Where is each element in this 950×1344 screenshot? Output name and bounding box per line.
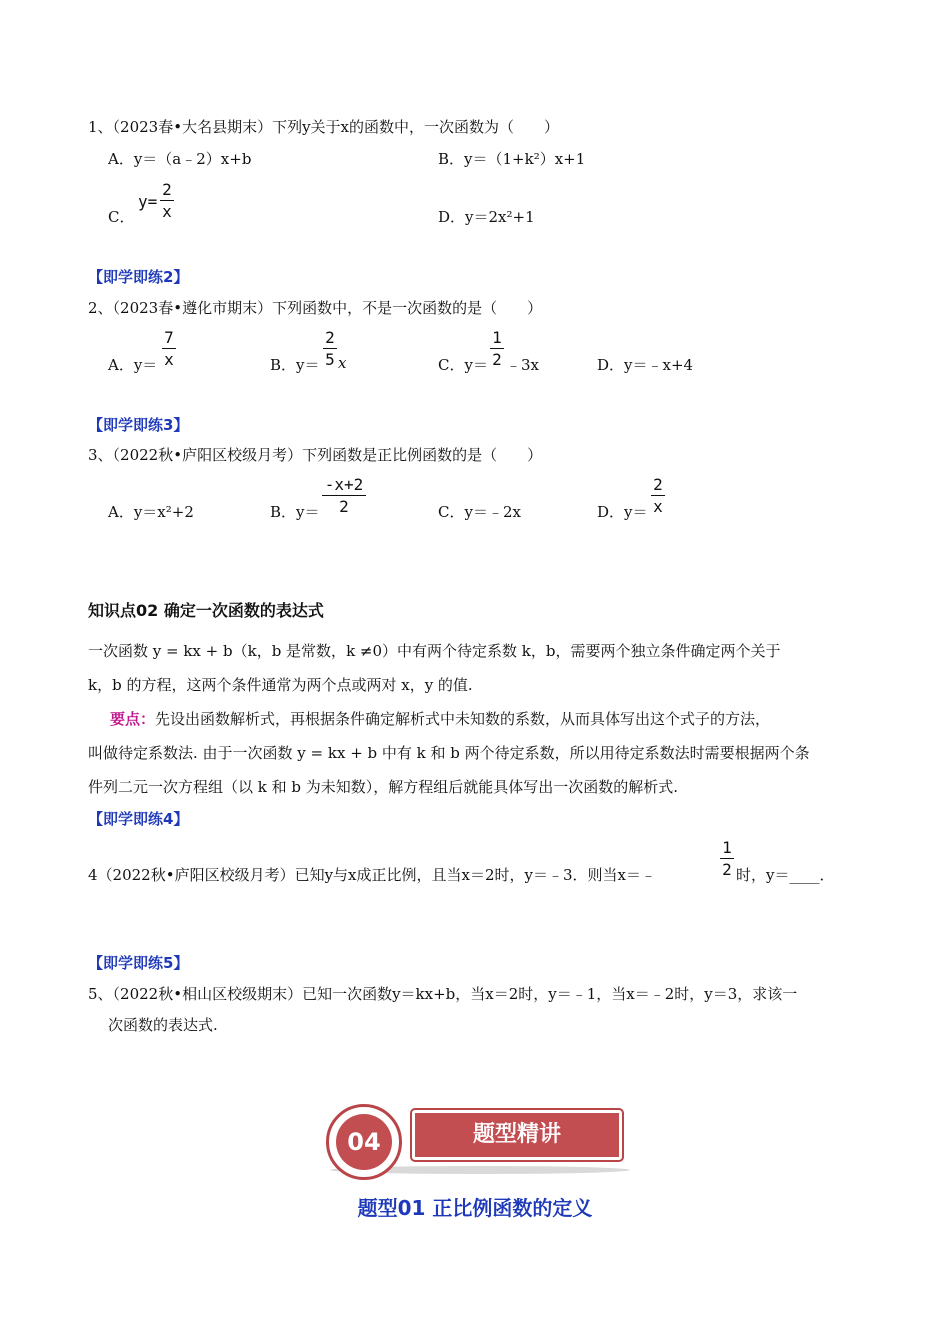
question-2-option-b-fraction bbox=[323, 328, 337, 369]
fraction-bar bbox=[323, 348, 337, 349]
question-1-option-c-fraction bbox=[160, 180, 174, 221]
fraction-denominator: 5 bbox=[325, 350, 335, 369]
question-2-option-b-var: x bbox=[338, 354, 347, 372]
fraction-denominator: 2 bbox=[722, 860, 732, 879]
fraction-numerator: 2 bbox=[653, 475, 663, 494]
question-2-option-c-fraction bbox=[490, 328, 504, 369]
fraction-numerator: 2 bbox=[162, 180, 172, 199]
fraction-numerator: 7 bbox=[164, 328, 174, 347]
fraction-bar bbox=[490, 348, 504, 349]
fraction-denominator: x bbox=[653, 497, 663, 516]
fraction-denominator: x bbox=[164, 350, 174, 369]
fraction-bar bbox=[322, 495, 366, 496]
fraction-denominator: 2 bbox=[492, 350, 502, 369]
question-3-option-c: C．y＝﹣2x bbox=[438, 503, 521, 521]
question-2-option-d: D．y＝﹣x+4 bbox=[597, 356, 694, 374]
question-4-fraction bbox=[720, 838, 734, 879]
fraction-bar bbox=[651, 495, 665, 496]
question-3-option-b-fraction bbox=[322, 475, 366, 516]
question-3-option-d-fraction bbox=[651, 475, 665, 516]
question-1-option-a: A．y＝（a﹣2）x+b bbox=[108, 150, 252, 168]
fraction-bar bbox=[160, 200, 174, 201]
type-title: 题型01 正比例函数的定义 bbox=[357, 1196, 593, 1220]
knowledge-point-line-3: 先设出函数解析式，再根据条件确定解析式中未知数的系数，从而具体写出这个式子的方法， bbox=[155, 710, 771, 728]
keypoint-label: 要点： bbox=[110, 710, 156, 728]
fraction-denominator: 2 bbox=[339, 497, 349, 516]
question-1-option-c-expr: y= bbox=[138, 192, 158, 211]
fraction-numerator: 1 bbox=[722, 838, 732, 857]
question-2-option-a-label: A．y＝ bbox=[108, 356, 158, 374]
knowledge-point-line-1: 一次函数 y = kx + b（k，b 是常数，k ≠0）中有两个待定系数 k，b，需要两个独立条件确定两个关于 bbox=[88, 642, 781, 660]
knowledge-point-line-2: k，b 的方程，这两个条件通常为两个点或两对 x，y 的值. bbox=[88, 676, 473, 694]
question-4-stem-after: 时，y＝____． bbox=[736, 866, 835, 884]
fraction-denominator: x bbox=[162, 202, 172, 221]
question-5-line-2: 次函数的表达式. bbox=[108, 1016, 218, 1034]
practice-tag-4: 【即学即练4】 bbox=[88, 810, 189, 828]
fraction-numerator: 1 bbox=[492, 328, 502, 347]
question-2-option-a-fraction bbox=[162, 328, 176, 369]
question-2-option-c-rest: ﹣3x bbox=[506, 356, 540, 374]
practice-tag-3: 【即学即练3】 bbox=[88, 416, 189, 434]
practice-tag-5: 【即学即练5】 bbox=[88, 954, 189, 972]
question-1-stem: 1、（2023春•大名县期末）下列y关于x的函数中，一次函数为（ ） bbox=[88, 118, 560, 136]
knowledge-point-title: 知识点02 确定一次函数的表达式 bbox=[88, 601, 324, 620]
question-1-option-d: D．y＝2x²+1 bbox=[438, 208, 535, 226]
question-2-option-c-label: C．y＝ bbox=[438, 356, 488, 374]
fraction-bar bbox=[720, 858, 734, 859]
question-1-option-c-label: C． bbox=[108, 208, 135, 226]
section-badge-label: 题型精讲 bbox=[412, 1110, 622, 1160]
question-3-option-a: A．y＝x²+2 bbox=[108, 503, 194, 521]
fraction-bar bbox=[162, 348, 176, 349]
question-2-stem: 2、（2023春•遵化市期末）下列函数中，不是一次函数的是（ ） bbox=[88, 299, 543, 317]
section-badge-number: 04 bbox=[336, 1114, 392, 1170]
knowledge-point-line-4: 叫做待定系数法. 由于一次函数 y = kx + b 中有 k 和 b 两个待定系数，所以用待定系数法时需要根据两个条 bbox=[88, 744, 810, 762]
question-3-option-d-label: D．y＝ bbox=[597, 503, 648, 521]
practice-tag-2: 【即学即练2】 bbox=[88, 268, 189, 286]
fraction-numerator: 2 bbox=[325, 328, 335, 347]
knowledge-point-line-5: 件列二元一次方程组（以 k 和 b 为未知数），解方程组后就能具体写出一次函数的解析式. bbox=[88, 778, 679, 796]
question-2-option-b-label: B．y＝ bbox=[270, 356, 320, 374]
question-3-option-b-label: B．y＝ bbox=[270, 503, 320, 521]
question-3-stem: 3、（2022秋•庐阳区校级月考）下列函数是正比例函数的是（ ） bbox=[88, 446, 543, 464]
keypoint-paragraph bbox=[110, 702, 770, 736]
question-1-option-b: B．y＝（1+k²）x+1 bbox=[438, 150, 586, 168]
fraction-numerator: -x+2 bbox=[324, 475, 364, 494]
question-4-stem-before: 4（2022秋•庐阳区校级月考）已知y与x成正比例，且当x＝2时，y＝﹣3．则当x＝﹣ bbox=[88, 866, 656, 884]
section-badge-circle bbox=[326, 1104, 402, 1180]
question-5-line-1: 5、（2022秋•相山区校级期末）已知一次函数y＝kx+b，当x＝2时，y＝﹣1，当x＝﹣2时，y＝3，求该一 bbox=[88, 985, 798, 1003]
